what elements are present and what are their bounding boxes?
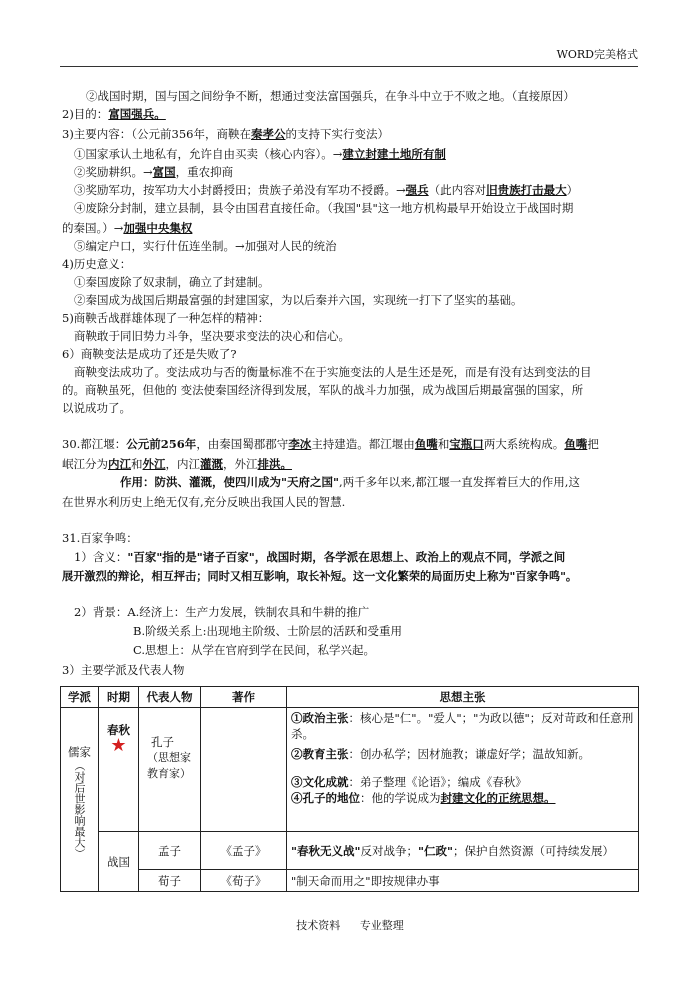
- content-line: 3)主要内容：（公元前356年，商鞅在秦孝公的支持下实行变法）: [62, 127, 390, 141]
- reform-item-1: ①国家承认土地私有，允许自由买卖（核心内容）。→建立封建土地所有制: [74, 147, 446, 161]
- header-person: 代表人物: [139, 687, 201, 708]
- header-period: 时期: [99, 687, 139, 708]
- success-answer-1: 商鞅变法成功了。变法成功与否的衡量标准不在于实施变法的人是生还是死，而是有没有达到变法的目: [74, 365, 592, 379]
- person-cell-1: [139, 708, 201, 832]
- reform-item-4-cont: 的秦国。）→加强中央集权: [62, 221, 193, 235]
- reform-item-4: ④废除分封制，建立县制，县令由国君直接任命。（我国"县"这一地方机构最早开始设立于战国时期: [74, 201, 574, 215]
- period-cell-2: 战国: [99, 832, 139, 892]
- table-row: [61, 870, 639, 892]
- meaning-line-1: 1）含义："百家"指的是"诸子百家"，战国时期，各学派在思想上、政治上的观点不同，学派之间: [74, 550, 566, 564]
- background-b: B.阶级关系上:出现地主阶级、士阶层的活跃和受重用: [133, 624, 402, 638]
- footer-left: 技术资料: [296, 919, 341, 932]
- success-answer-3: 以说成功了。: [62, 401, 131, 415]
- dujiangyan-line-2: 岷江分为内江和外江，内江灌溉，外江排洪。: [62, 457, 292, 471]
- person-xunzi: 荀子: [139, 870, 201, 892]
- table-header-row: [61, 687, 639, 708]
- success-answer-2: 的。商鞅虽死，但他的 变法使秦国经济得到发展，军队的战斗力加强，成为战国后期最富强的国家，所: [62, 383, 584, 397]
- school-cell: [61, 708, 99, 892]
- spirit-title: 5)商鞅舌战群雄体现了一种怎样的精神：: [62, 311, 270, 325]
- significance-1: ①秦国废除了奴隶制，确立了封建制。: [74, 275, 270, 289]
- thought-education: ②教育主张：创办私学；因材施教；谦虚好学；温故知新。: [291, 747, 590, 761]
- thought-culture: ③文化成就：弟子整理《论语》；编成《春秋》: [291, 775, 527, 789]
- direct-cause-line: ②战国时期，国与国之间纷争不断，想通过变法富国强兵，在争斗中立于不败之地。（直接原因）: [86, 89, 575, 103]
- background-a: 2）背景：A.经济上：生产力发展，铁制农具和牛耕的推广: [74, 605, 370, 619]
- background-c: C.思想上：从学在官府到学在民间，私学兴起。: [133, 643, 376, 657]
- period-cell-1: [99, 708, 139, 832]
- page-header: WORD完美格式: [60, 48, 638, 67]
- page-footer: [0, 917, 700, 933]
- person-confucius-note: （思想家教育家）: [147, 751, 191, 780]
- purpose-line: 2)目的：富国强兵。: [62, 107, 166, 121]
- significance-2: ②秦国成为战国后期最富强的封建国家，为以后秦并六国，实现统一打下了坚实的基础。: [74, 293, 523, 307]
- thought-xunzi: "制天命而用之"即按规律办事: [287, 870, 639, 892]
- person-mencius: 孟子: [139, 832, 201, 870]
- reform-item-2: ②奖励耕织。→富国，重农抑商: [74, 165, 234, 179]
- header-school: 学派: [61, 687, 99, 708]
- person-confucius: 孔子: [151, 735, 174, 749]
- star-icon: ★: [110, 735, 127, 756]
- work-xunzi: 《荀子》: [201, 870, 287, 892]
- thought-status: ④孔子的地位：他的学说成为封建文化的正统思想。: [291, 791, 556, 805]
- success-question: 6）商鞅变法是成功了还是失败了?: [62, 347, 237, 361]
- spirit-text: 商鞅敢于同旧势力斗争，坚决要求变法的决心和信心。: [74, 329, 350, 343]
- table-row: [61, 708, 639, 832]
- schools-subtitle: 3）主要学派及代表人物: [62, 663, 185, 677]
- thought-cell-1: [287, 708, 639, 832]
- thought-mencius: "春秋无义战"反对战争；"仁政"；保护自然资源（可持续发展）: [287, 832, 639, 870]
- period-spring-autumn: 春秋: [107, 723, 130, 737]
- work-mencius: 《孟子》: [201, 832, 287, 870]
- header-thought: 思想主张: [287, 687, 639, 708]
- dujiangyan-function: 作用：防洪、灌溉，使四川成为"天府之国",两千多年以来,都江堰一直发挥着巨大的作用,这: [120, 475, 580, 489]
- works-cell-1: [201, 708, 287, 832]
- school-note: （对后世影响最大）: [73, 759, 86, 859]
- meaning-line-2: 展开激烈的辩论，相互抨击；同时又相互影响，取长补短。这一文化繁荣的局面历史上称为"百家争鸣"。: [62, 569, 578, 583]
- schools-table: [60, 686, 639, 892]
- reform-item-5: ⑤编定户口，实行什伍连坐制。→加强对人民的统治: [74, 239, 337, 253]
- header-works: 著作: [201, 687, 287, 708]
- table-row: [61, 832, 639, 870]
- dujiangyan-function-cont: 在世界水利历史上绝无仅有,充分反映出我国人民的智慧.: [62, 495, 346, 509]
- significance-title: 4)历史意义：: [62, 257, 132, 271]
- school-name: 儒家: [68, 744, 91, 759]
- hundred-schools-title: 31.百家争鸣：: [62, 531, 138, 545]
- dujiangyan-line-1: 30.都江堰：公元前256年，由秦国蜀郡郡守李冰主持建造。都江堰由鱼嘴和宝瓶口两大系统构成。鱼嘴把: [62, 437, 599, 451]
- thought-political: ①政治主张：核心是"仁"。"爱人"；"为政以德"；反对苛政和任意刑杀。: [291, 711, 634, 741]
- reform-item-3: ③奖励军功，按军功大小封爵授田；贵族子弟没有军功不授爵。→强兵（此内容对旧贵族打击最大）: [74, 183, 579, 197]
- footer-right: 专业整理: [359, 919, 404, 932]
